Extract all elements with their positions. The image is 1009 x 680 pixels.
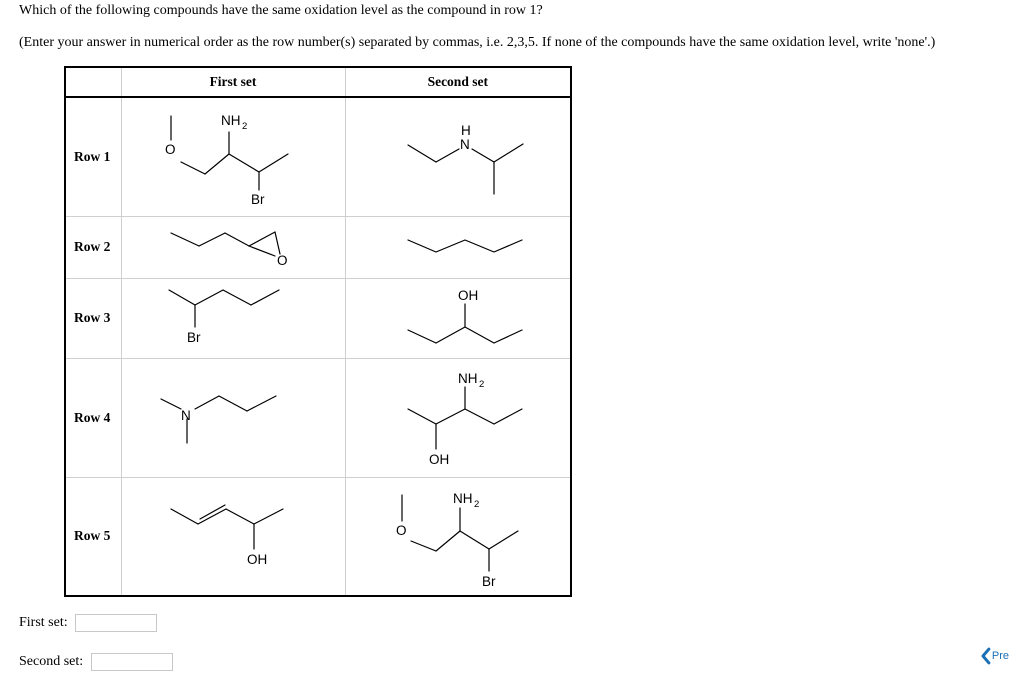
first-set-label: First set: [19,615,68,631]
hydroxyl-label: OH [428,451,449,467]
first-set-answer [19,614,157,632]
table-row [65,97,571,216]
molecule-drawing [133,280,333,356]
molecule-drawing [133,219,333,275]
row2-second-structure [345,216,571,278]
bromine-label: Br [481,574,496,590]
question-text: Which of the following compounds have the same oxidation level as the compound in row 1? [19,3,543,18]
row5-first-structure [121,477,345,596]
amine-subscript: 2 [473,499,480,511]
row-label: Row 3 [65,278,121,358]
molecule-drawing [358,219,558,275]
row4-second-structure [345,358,571,477]
row-label: Row 1 [65,97,121,216]
molecule-drawing [133,481,333,591]
row2-first-structure [121,216,345,278]
table-row [65,278,571,358]
epoxide-oxygen-label: O [277,253,288,268]
compounds-table-container [64,66,570,597]
row4-first-structure [121,358,345,477]
previous-label: Pre [991,650,1009,662]
table-row [65,358,571,477]
chevron-left-icon [980,647,992,665]
table-row [65,216,571,278]
row-label: Row 2 [65,216,121,278]
first-set-input[interactable] [75,614,157,632]
second-set-input[interactable] [91,653,173,671]
amine-subscript: 2 [478,378,485,390]
row5-second-structure [345,477,571,596]
bromine-label: Br [187,330,201,345]
bromine-label: Br [251,191,265,207]
header-second-set: Second set [345,67,571,97]
oxygen-label: O [395,523,407,539]
previous-button[interactable] [980,646,1009,666]
molecule-drawing [358,481,558,591]
header-first-set: First set [121,67,345,97]
table-header-row [65,67,571,97]
nitrogen-label: N [459,136,470,152]
row3-first-structure [121,278,345,358]
molecule-drawing [133,102,333,212]
instructions-text: (Enter your answer in numerical order as the row number(s) separated by commas, i.e. 2,3,5. If none of the compounds have the same oxidation level, write 'none'.) [19,35,936,50]
oxygen-label: O [165,141,176,157]
row1-second-structure [345,97,571,216]
hydrogen-label: H [460,122,471,138]
amine-label: NH [221,112,241,128]
hydroxyl-label: OH [247,552,268,568]
compounds-table [64,66,572,597]
header-blank [65,67,121,97]
row-label: Row 4 [65,358,121,477]
molecule-drawing [358,102,558,212]
amine-label: NH [457,370,478,386]
nitrogen-label: N [181,407,191,423]
amine-label: NH [452,491,473,507]
table-row [65,477,571,596]
molecule-drawing [358,363,558,473]
hydroxyl-label: OH [457,288,478,303]
row1-first-structure [121,97,345,216]
molecule-drawing [358,280,558,356]
second-set-label: Second set: [19,654,84,670]
molecule-drawing [133,363,333,473]
row-label: Row 5 [65,477,121,596]
second-set-answer [19,653,173,671]
amine-subscript: 2 [242,120,248,132]
row3-second-structure [345,278,571,358]
